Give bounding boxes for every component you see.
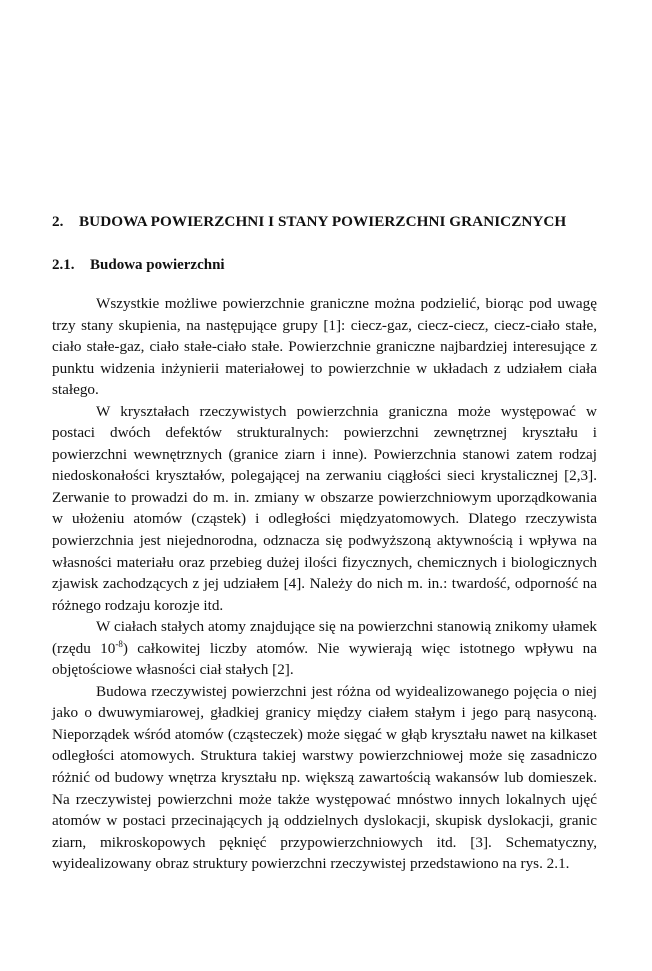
paragraph-4: Budowa rzeczywistej powierzchni jest różna od wyidealizowanego pojęcia o niej jako o dwuwymiarowej, gładkiej granicy między ciałem stałym i jego parą nasyconą. Nieporządek wśród atomów (cząsteczek) może sięgać w głąb kryształu nawet na kilkaset odległości atomowych. Struktura takiej warstwy powierzchniowej może się zasadniczo różnić od budowy wnętrza kryształu np. większą zawartością wakansów lub domieszek. Na rzeczywistej powierzchni może także występować mnóstwo innych lokalnych ujęć atomów w postaci przecinających ją oddzielnych dyslokacji, skupisk dyslokacji, granic ziarn, mikroskopowych pęknięć przypowierzchniowych itd. [3]. Schematyczny, wyidealizowany obraz struktury powierzchni rzeczywistej przedstawiono na rys. 2.1.: [52, 682, 597, 873]
section-heading: [52, 257, 225, 274]
section-title: Budowa powierzchni: [90, 257, 225, 273]
chapter-number: 2.: [52, 213, 64, 230]
paragraph-3-text-a: W ciałach stałych atomy znajdujące się na powierzchni stanowią znikomy ułamek (rzędu 10: [52, 618, 597, 657]
exponent: -8: [115, 638, 123, 649]
paragraph-1: Wszystkie możliwe powierzchnie graniczne można podzielić, biorąc pod uwagę trzy stany skupienia, na następujące grupy [1]: ciecz-gaz, ciecz-ciecz, ciecz-ciało stałe, ciało stałe-gaz, ciało stałe-ciało stałe. Powierzchnie graniczne najbardziej interesujące z punktu widzenia inżynierii materiałowej to powierzchnie w układach z udziałem ciała stałego.: [52, 295, 597, 399]
body-text: [52, 293, 597, 875]
paragraph-3: [52, 616, 597, 681]
chapter-heading: [52, 213, 597, 231]
paragraph-3-text-b: ) całkowitej liczby atomów. Nie wywierają więc istotnego wpływu na objętościowe własności ciał stałych [2].: [52, 639, 597, 679]
section-number: 2.1.: [52, 257, 75, 273]
paragraph-2: W kryształach rzeczywistych powierzchnia graniczna może występować w postaci dwóch defektów strukturalnych: powierzchni zewnętrznej kryształu i powierzchni wewnętrznych (granice ziarn i inne). Powierzchnia stanowi zatem rodzaj niedoskonałości kryształów, polegającej na zerwaniu ciągłości sieci krystalicznej [2,3]. Zerwanie to prowadzi do m. in. zmiany w obszarze powierzchniowym uporządkowania w ułożeniu atomów (cząstek) i odległości międzyatomowych. Dlatego rzeczywista powierzchnia jest niejednorodna, odznacza się podwyższoną aktywnością i wpływa na własności materiału oraz przebieg dużej ilości fizycznych, chemicznych i biologicznych zjawisk zachodzących z jej udziałem [4]. Należy do nich m. in.: twardość, odporność na różnego rodzaju korozje itd.: [52, 402, 597, 614]
chapter-title: BUDOWA POWIERZCHNI I STANY POWIERZCHNI GRANICZNYCH: [79, 213, 567, 230]
